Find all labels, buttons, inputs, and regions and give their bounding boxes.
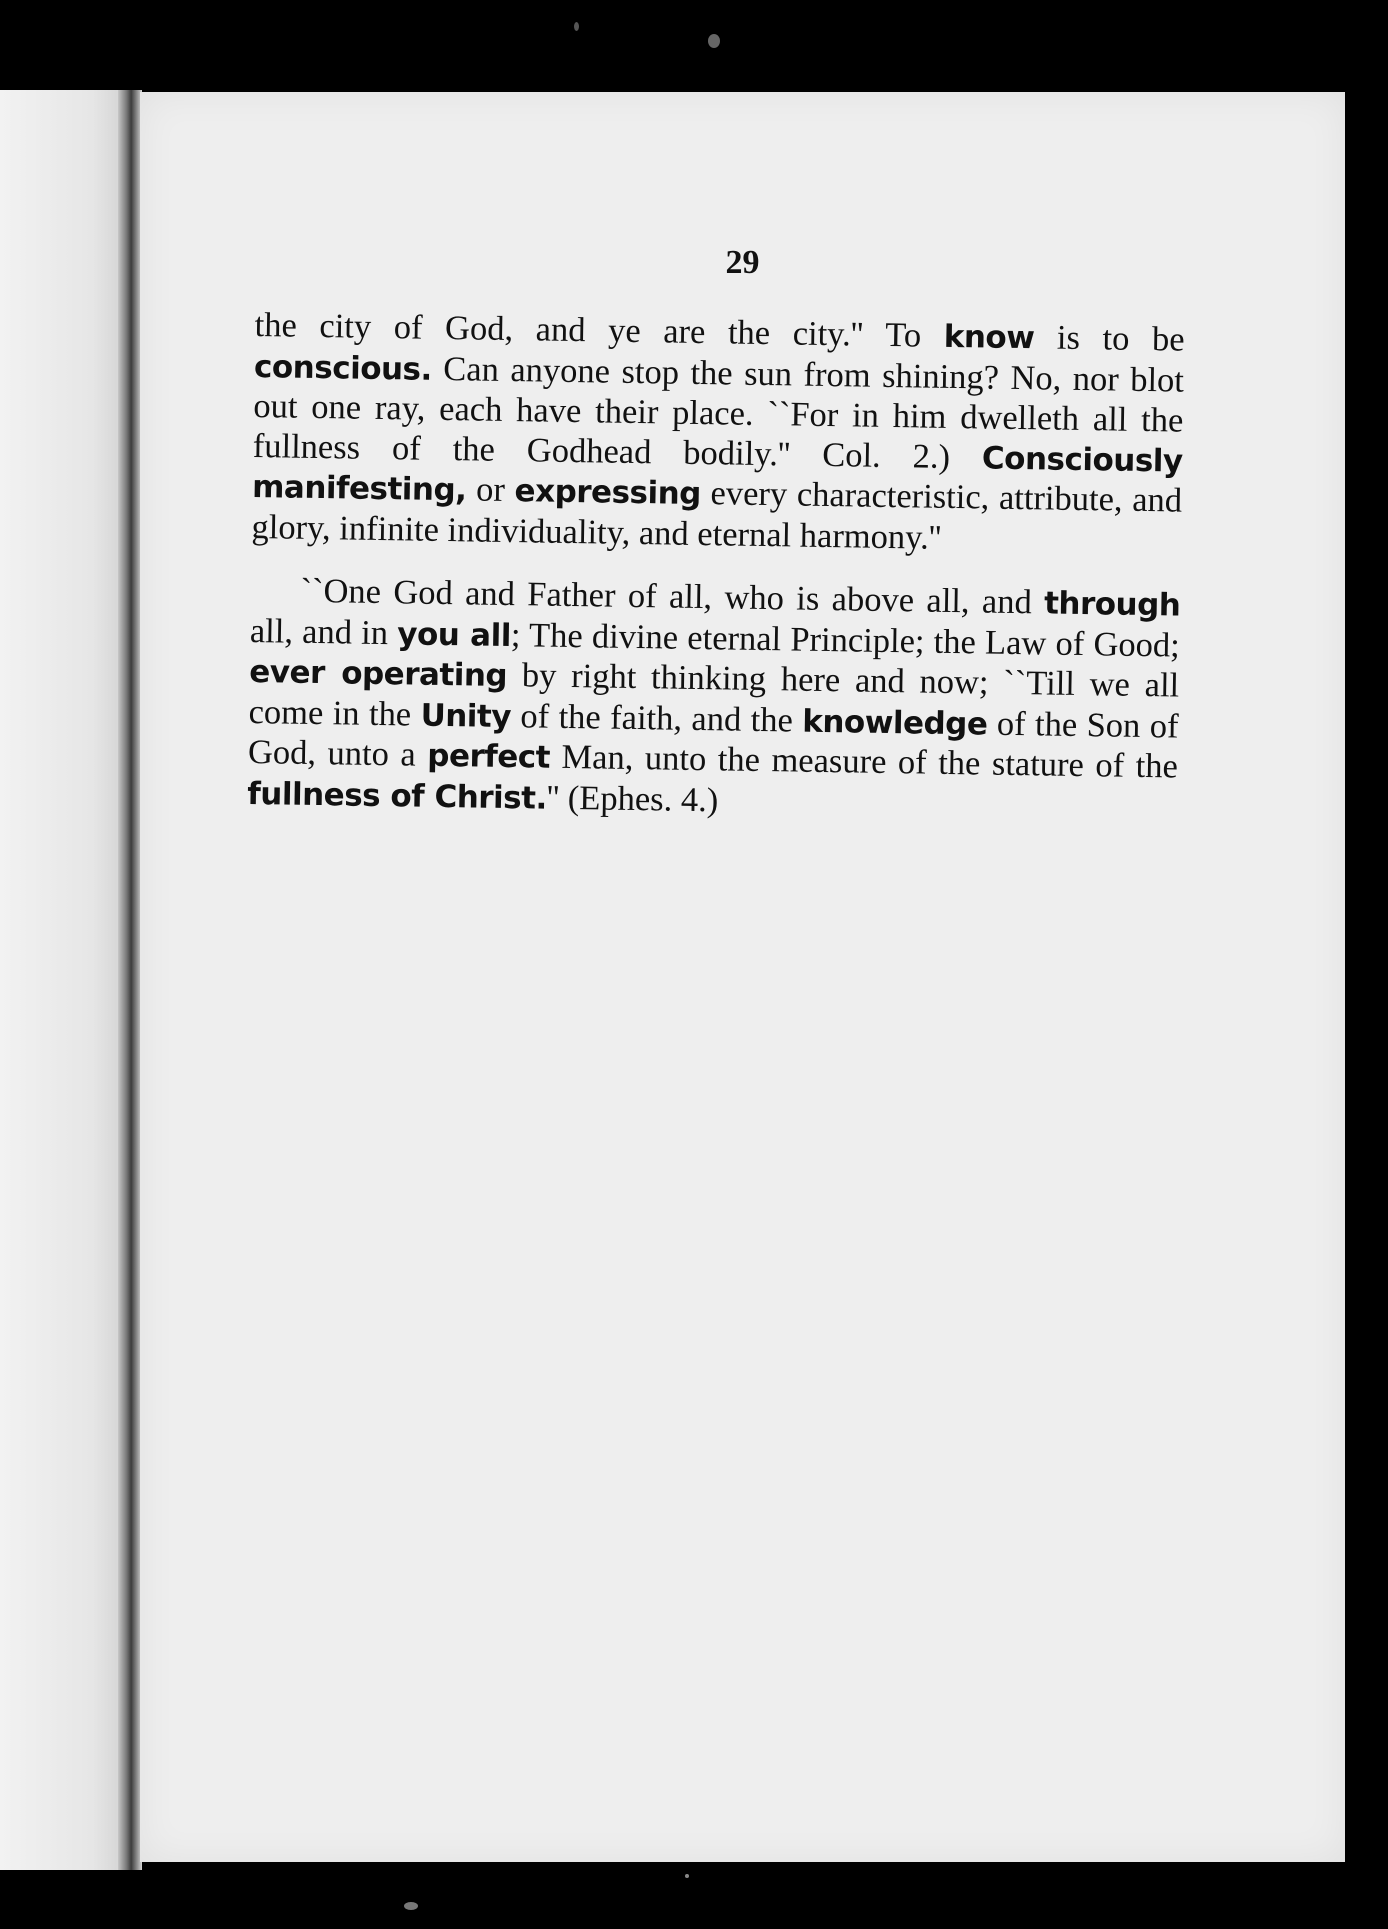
text-run: of the Son of God, unto a [247, 704, 1179, 774]
paragraph-1 [251, 306, 1185, 562]
text-run: by right thinking here and now; ``Till we all come in the [248, 656, 1180, 734]
scan-speck [708, 34, 720, 48]
text-run: every characteristic, attribute, and glory, infinite individuality, and eternal harmony.'' [251, 474, 1183, 557]
emphasized-text: expressing [514, 473, 702, 513]
emphasized-text: Consciously manifesting, [251, 439, 1183, 509]
emphasized-text: conscious. [253, 348, 433, 388]
text-run: or [466, 470, 515, 510]
page-number: 29 [725, 244, 760, 281]
text-run: the city of God, and ye are the city.'' To [254, 306, 945, 355]
paragraph-2 [247, 571, 1181, 829]
text-run: Man, unto the measure of the stature of the [549, 737, 1179, 786]
text-run: of the faith, and the [510, 696, 803, 740]
left-page-edge [0, 90, 132, 1870]
right-page [140, 92, 1345, 1862]
emphasized-text: ever operating [248, 653, 508, 695]
emphasized-text: perfect [427, 737, 551, 776]
book-spine [118, 90, 142, 1870]
body-text [247, 306, 1185, 829]
emphasized-text: you all [396, 615, 512, 654]
emphasized-text: through [1043, 585, 1181, 624]
text-run: '' (Ephes. 4.) [546, 778, 719, 819]
emphasized-text: know [943, 318, 1035, 357]
text-run: is to be [1034, 318, 1185, 359]
text-run: all, and in [249, 611, 398, 652]
emphasized-text: fullness of Christ. [247, 775, 548, 817]
text-run: Can anyone stop the sun from shining? No, nor blot out one ray, each have their place. ``For in him dwelleth all the fullness of the Godhead bodily.'' Col. 2.) [252, 349, 1185, 476]
scan-speck [685, 1874, 689, 1878]
emphasized-text: Unity [420, 697, 512, 735]
emphasized-text: knowledge [801, 703, 988, 743]
text-run: ; The divine eternal Principle; the Law of Good; [510, 615, 1181, 665]
scan-speck [574, 22, 579, 31]
text-run: ``One God and Father of all, who is above all, and [300, 571, 1045, 622]
scan-speck [404, 1902, 418, 1910]
